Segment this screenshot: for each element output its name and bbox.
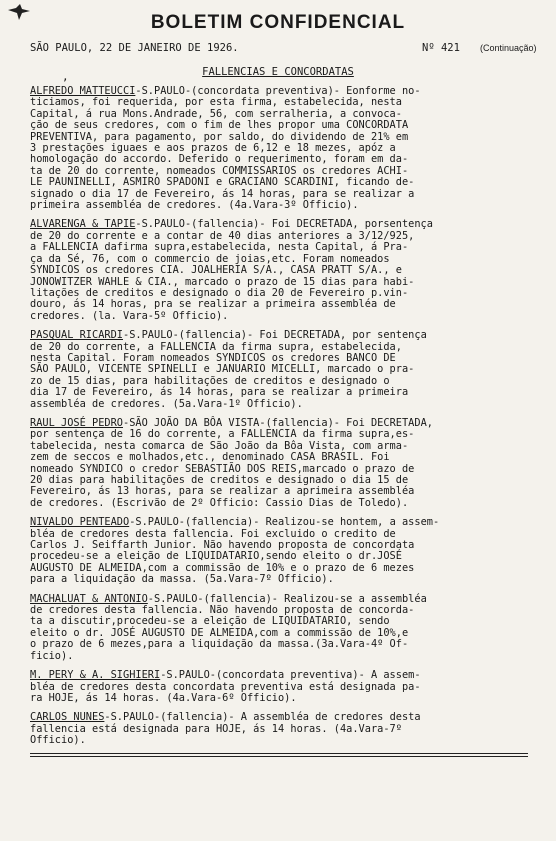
entry-first-line-text: -S.PAULO-(concordata preventiva)- A assem- [160,669,421,682]
entry-line: procedeu-se a eleição de LIQUIDATARIO,sendo eleito o dr.JOSÉ [30,550,402,563]
entry-line: zem de seccos e molhados,etc., denominado CASA BRASIL. Foi [30,451,390,464]
entry-line: tabelecida, nesta comarca de São João da Bôa Vista, com arma- [30,439,409,452]
entry-name: CARLOS NUNES [30,711,105,724]
entry-first-line-text: -S.PAULO-(fallencia)- Foi DECRETADA, por sentença [123,329,427,342]
entry-line: primeira assembléa de credores. (4a.Vara-3º Officio). [30,199,359,212]
entry-first-line [30,517,538,528]
entry-line: credores. (la. Vara-5º Officio). [30,309,229,322]
entry-line: SÃO PAULO, VICENTE SPINELLI e JANUARIO MICELLI, marcado o pra- [30,363,415,376]
continuation-label: (Continuação) [480,43,537,53]
entry-first-line [30,712,538,723]
entry-first-line [30,330,538,341]
entry-line: litações de creditos e designado o dia 20 de Fevereiro p.vin- [30,286,409,299]
entry-line: LE PAUNINELLI, ASMIRO SPADONI e GRACIANO SCARDINI, ficando de- [30,176,415,189]
entry [30,594,538,662]
entry-line: nomeado SYNDICO o credor SEBASTIÃO DOS REIS,marcado o prazo de [30,462,415,475]
entry-line: assembléa de credores. (5a.Vara-1º Officio). [30,397,303,410]
entry-line: bléa de credores desta concordata preventiva está designada pa- [30,680,421,693]
document-title: BOLETIM CONFIDENCIAL [150,12,406,33]
entry-first-line-text: -S.PAULO-(concordata preventiva)- Eonforme no- [135,85,421,97]
dateline: SÃO PAULO, 22 DE JANEIRO DE 1926. [30,42,239,54]
entry-line: de credores. (Escrivão de 2º Officio: Cassio Dias de Toledo). [30,496,409,509]
entry-line: JONOWITZER WAHLE & CIA., marcado o prazo de 15 dias para habi- [30,275,415,288]
entry-line: zo de 15 dias, para habilitações de creditos e designado o [30,374,390,387]
entry [30,86,538,211]
entry-name: MACHALUAT & ANTONIO [30,592,148,605]
entry-name: ALVARENGA & TAPIE [30,218,136,231]
entry-line: de credores desta fallencia. Não havendo proposta de concorda- [30,604,415,617]
entry-line: homologação do accordo. Deferido o requerimento, foram em da- [30,153,409,166]
entry [30,670,538,704]
entry [30,418,538,509]
bullet-mark-icon: , [62,70,69,83]
entry-line: Officio). [30,734,86,747]
entry-line: ça da Sé, 76, com o commercio de joias,etc. Foram nomeados [30,252,390,265]
entry-first-line-text: -S.PAULO-(fallencia)- A assembléa de credores desta [104,711,421,724]
entry-first-line-text: -S.PAULO-(fallencia)- Realizou-se hontem, a assem- [129,516,440,529]
entry-line: douro, ás 14 horas, pra se realizar a primeira assembléa de [30,298,396,311]
header-row [30,42,546,56]
entry-line: Carlos J. Seiffarth Junior. Não havendo proposta de concordata [30,539,415,552]
bottom-rule [30,756,528,757]
entry-line: 3 prestações iguaes e aos prazos de 6,12 e 18 mezes, apóz a [30,142,396,155]
entry-line: fallencia está designada para HOJE, ás 14 horas. (4a.Vara-7º [30,722,402,735]
entry-line: de 20 do corrente, a FALLENCIA da firma supra, estabelecida, [30,340,402,353]
entry-first-line [30,670,538,681]
entry-line: ticiamos, foi requerida, por esta firma, estabelecida, nesta [30,96,402,109]
entry-first-line-text: -S.PAULO-(fallencia)- Foi DECRETADA, porsentença [135,218,433,231]
entry [30,517,538,585]
entry-line: Fevereiro, ás 13 horas, para se realizar a aprimeira assembléa [30,485,415,498]
entry-line: bléa de credores desta fallencia. Foi excluido o credito de [30,527,396,540]
entry-line: por sentença de 16 do corrente, a FALLENCIA da firma supra,es- [30,428,415,441]
entry-line: PREVENTIVA, para pagamento, por saldo, do dividendo de 21% em [30,130,409,143]
entry-first-line-text: -SÃO JOÃO DA BÔA VISTA-(fallencia)- Foi DECRETADA, [123,416,433,429]
entry-line: ta de 20 do corrente, nomeados COMMISSARIOS os credores ACHI- [30,164,409,177]
entry [30,712,538,746]
entry-line: nesta Capital. Foram nomeados SYNDICOS os credores BANCO DE [30,351,396,364]
entry-first-line-text: -S.PAULO-(fallencia)- Realizou-se a assembléa [147,592,427,605]
section-title: FALLENCIAS E CONCORDATAS [202,66,354,78]
entry [30,330,538,410]
bottom-rule [30,753,528,754]
entry-line: o prazo de 6 mezes,para a liquidação da massa.(3a.Vara-4º Of- [30,638,409,651]
entry-name: PASQUAL RICARDI [30,329,123,342]
entry-line: Capital, á rua Mons.Andrade, 56, com serralheria, a convoca- [30,107,402,120]
entry-name: M. PERY & A. SIGHIERI [30,669,161,682]
entry-line: 20 dias para habilitações de creditos e designado o dia 15 de [30,474,409,486]
entry-line: SYNDICOS os credores CIA. JOALHERIA S/A., CASA PRATT S/A., e [30,264,402,277]
entry-line: ção de seus credores, com o fim de lhes propor uma CONCORDATA [30,119,409,132]
entry-line: dia 17 de Fevereiro, ás 14 horas, para se realizar a primeira [30,386,409,399]
entry-name: NIVALDO PENTEADO [30,516,130,529]
entry-line: a FALLENCIA dafirma supra,estabelecida, nesta Capital, á Pra- [30,241,409,254]
entry-name: ALFREDO MATTEUCCI [30,85,136,97]
entry-line: ficio). [30,649,74,662]
entry-line: para a liquidação da massa. (5a.Vara-7º Officio). [30,573,334,586]
entry-line: signado o dia 17 de Fevereiro, ás 14 horas, para se realizar a [30,187,415,200]
entry-line: ta a discutir,procedeu-se a eleição de LIQUIDATARIO, sendo [30,615,390,628]
bulletin-number: Nº 421 [422,42,460,54]
entry-name: RAUL JOSÉ PEDRO [30,416,123,429]
entries-list [30,86,538,747]
entry-line: ra HOJE, ás 14 horas. (4a.Vara-6º Officio). [30,691,297,704]
entry [30,219,538,322]
entry-line: eleito o dr. JOSÉ AUGUSTO DE ALMEIDA,com a commissão de 10%,e [30,626,409,639]
entry-line: de 20 do corrente e a contar de 40 dias anteriores a 3/12/925, [30,229,415,242]
entry-line: AUGUSTO DE ALMEIDA,com a commissão de 10% e o prazo de 6 mezes [30,561,415,574]
